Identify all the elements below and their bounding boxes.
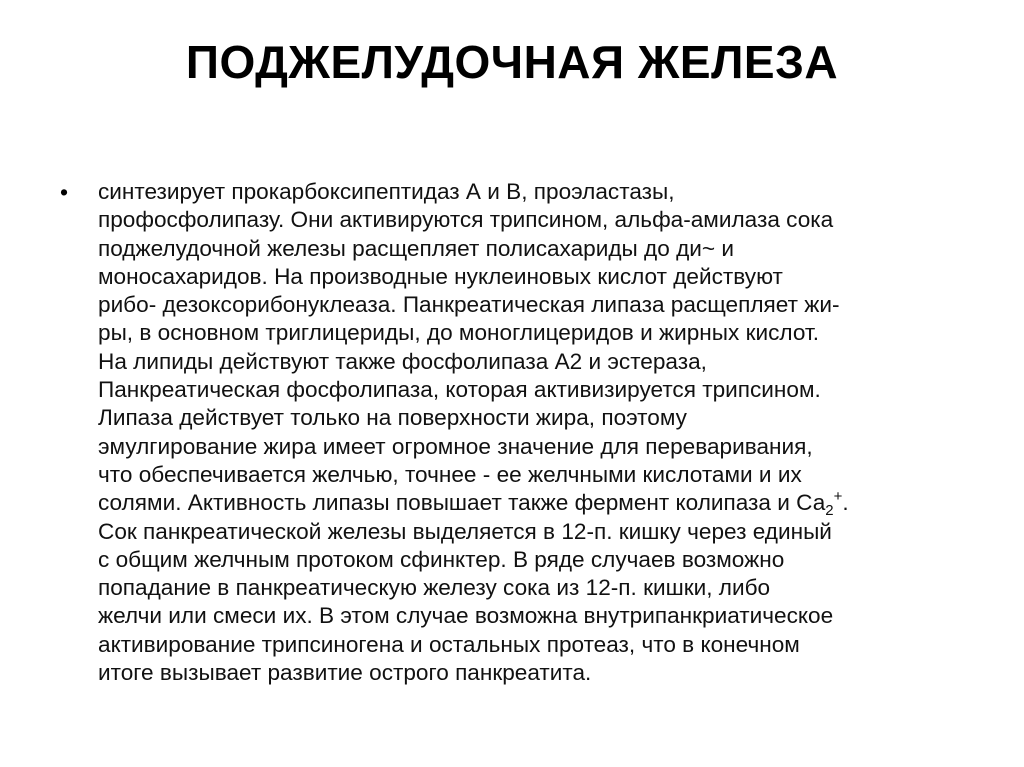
ca-subscript: 2	[825, 502, 834, 520]
paragraph-line: ры, в основном триглицериды, до моноглицеридов и жирных кислот.	[98, 320, 820, 346]
paragraph-line: рибо- дезоксорибонуклеаза. Панкреатическая липаза расщепляет жи-	[98, 292, 840, 318]
paragraph-line: синтезирует прокарбоксипептидаз А и В, проэластазы,	[98, 179, 675, 204]
ca-line-text: солями. Активность липазы повышает также фермент колипаза и Са	[98, 490, 826, 516]
paragraph-line: профосфолипазу. Они активируются трипсином, альфа-амилаза сока	[98, 207, 834, 233]
bullet-marker: •	[60, 179, 69, 205]
paragraph-line: итоге вызывает развитие острого панкреатита.	[98, 660, 592, 686]
paragraph-line: моносахаридов. На производные нуклеиновых кислот действуют	[98, 263, 783, 289]
ca-superscript: +	[833, 488, 843, 506]
slide-body	[60, 178, 960, 687]
paragraph-line: поджелудочной железы расщепляет полисахариды до ди~ и	[98, 235, 734, 261]
paragraph-line: Панкреатическая фосфолипаза, которая активизируется трипсином.	[98, 377, 821, 403]
bullet-paragraph	[98, 178, 956, 687]
slide-title: ПОДЖЕЛУДОЧНАЯ ЖЕЛЕЗА	[185, 36, 839, 88]
paragraph-line-calcium	[98, 488, 956, 520]
paragraph-line: Липаза действует только на поверхности жира, поэтому	[98, 405, 687, 431]
bullet-item	[60, 178, 960, 687]
ca-line-end: .	[842, 490, 849, 516]
paragraph-line: желчи или смеси их. В этом случае возможна внутрипанкриатическое	[98, 603, 834, 629]
paragraph-line: эмулгирование жира имеет огромное значение для переваривания,	[98, 433, 813, 459]
paragraph-line: Сок панкреатической железы выделяется в 12-п. кишку через единый	[98, 518, 832, 544]
paragraph-line: активирование трипсиногена и остальных протеаз, что в конечном	[98, 631, 800, 657]
paragraph-line: На липиды действуют также фосфолипаза А2 и эстераза,	[98, 348, 707, 374]
paragraph-line: попадание в панкреатическую железу сока из 12-п. кишки, либо	[98, 575, 771, 601]
paragraph-line: что обеспечивается желчью, точнее - ее желчными кислотами и их	[98, 461, 802, 487]
paragraph-line: с общим желчным протоком сфинктер. В ряде случаев возможно	[98, 546, 785, 572]
